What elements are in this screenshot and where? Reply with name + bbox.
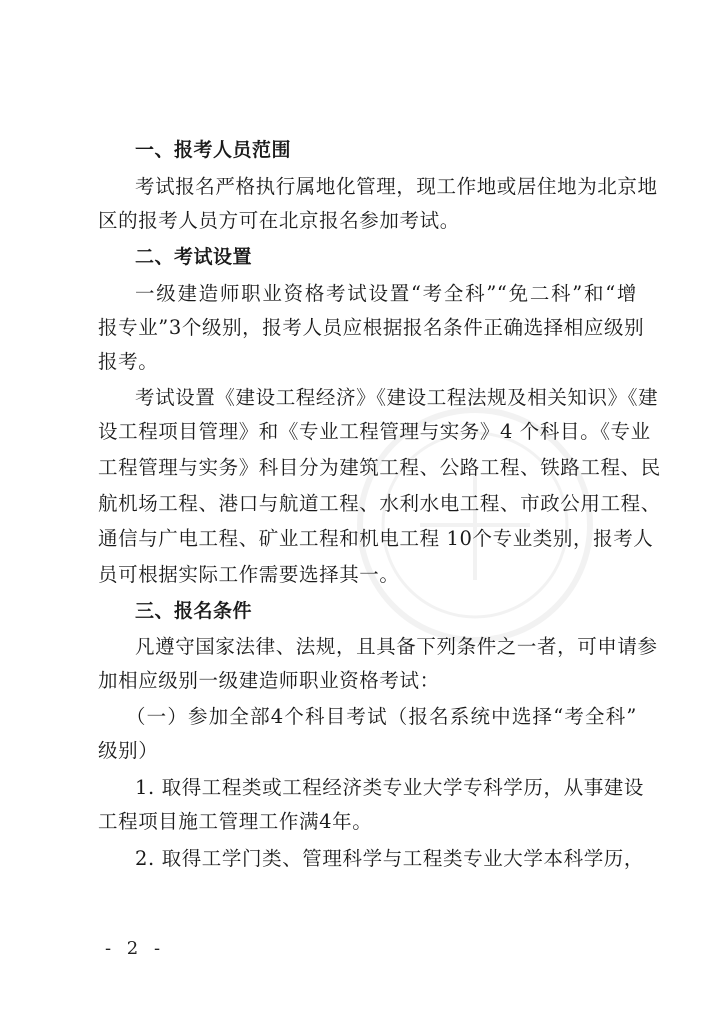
- paragraph-line: 区的报考人员方可在北京报名参加考试。: [98, 209, 460, 232]
- paragraph-line: 一级建造师职业资格考试设置“考全科”“免二科”和“增: [135, 282, 637, 305]
- page-number: - 2 -: [105, 938, 166, 959]
- section-heading-1: 一、报考人员范围: [135, 139, 292, 161]
- subsection-heading: （一）参加全部4个科目考试（报名系统中选择“考全科”: [126, 705, 637, 728]
- paragraph-line: 凡遵守国家法律、法规，且具备下列条件之一者，可申请参: [135, 635, 658, 658]
- paragraph-line: 工程项目施工管理工作满4年。: [98, 810, 373, 833]
- list-item-2: 2. 取得工学门类、管理科学与工程类专业大学本科学历，: [135, 847, 645, 870]
- paragraph-line: 考试设置《建设工程经济》《建设工程法规及相关知识》《建: [135, 386, 659, 409]
- paragraph-line: 设工程项目管理》和《专业工程管理与实务》4 个科目。《专业: [98, 420, 651, 443]
- paragraph-line: 级别）: [98, 739, 159, 762]
- list-item-1: 1. 取得工程类或工程经济类专业大学专科学历，从事建设: [135, 776, 645, 799]
- paragraph-line: 通信与广电工程、矿业工程和机电工程 10个专业类别，报考人: [98, 527, 654, 550]
- section-heading-2: 二、考试设置: [135, 246, 253, 268]
- paragraph-line: 考试报名严格执行属地化管理，现工作地或居住地为北京地: [135, 175, 658, 198]
- paragraph-line: 报考。: [98, 350, 159, 373]
- paragraph-line: 报专业”3个级别，报考人员应根据报名条件正确选择相应级别: [98, 316, 645, 339]
- paragraph-line: 工程管理与实务》科目分为建筑工程、公路工程、铁路工程、民: [98, 456, 661, 479]
- paragraph-line: 加相应级别一级建造师职业资格考试：: [98, 669, 440, 692]
- paragraph-line: 员可根据实际工作需要选择其一。: [98, 563, 400, 586]
- paragraph-line: 航机场工程、港口与航道工程、水利水电工程、市政公用工程、: [98, 492, 661, 515]
- section-heading-3: 三、报名条件: [135, 600, 253, 622]
